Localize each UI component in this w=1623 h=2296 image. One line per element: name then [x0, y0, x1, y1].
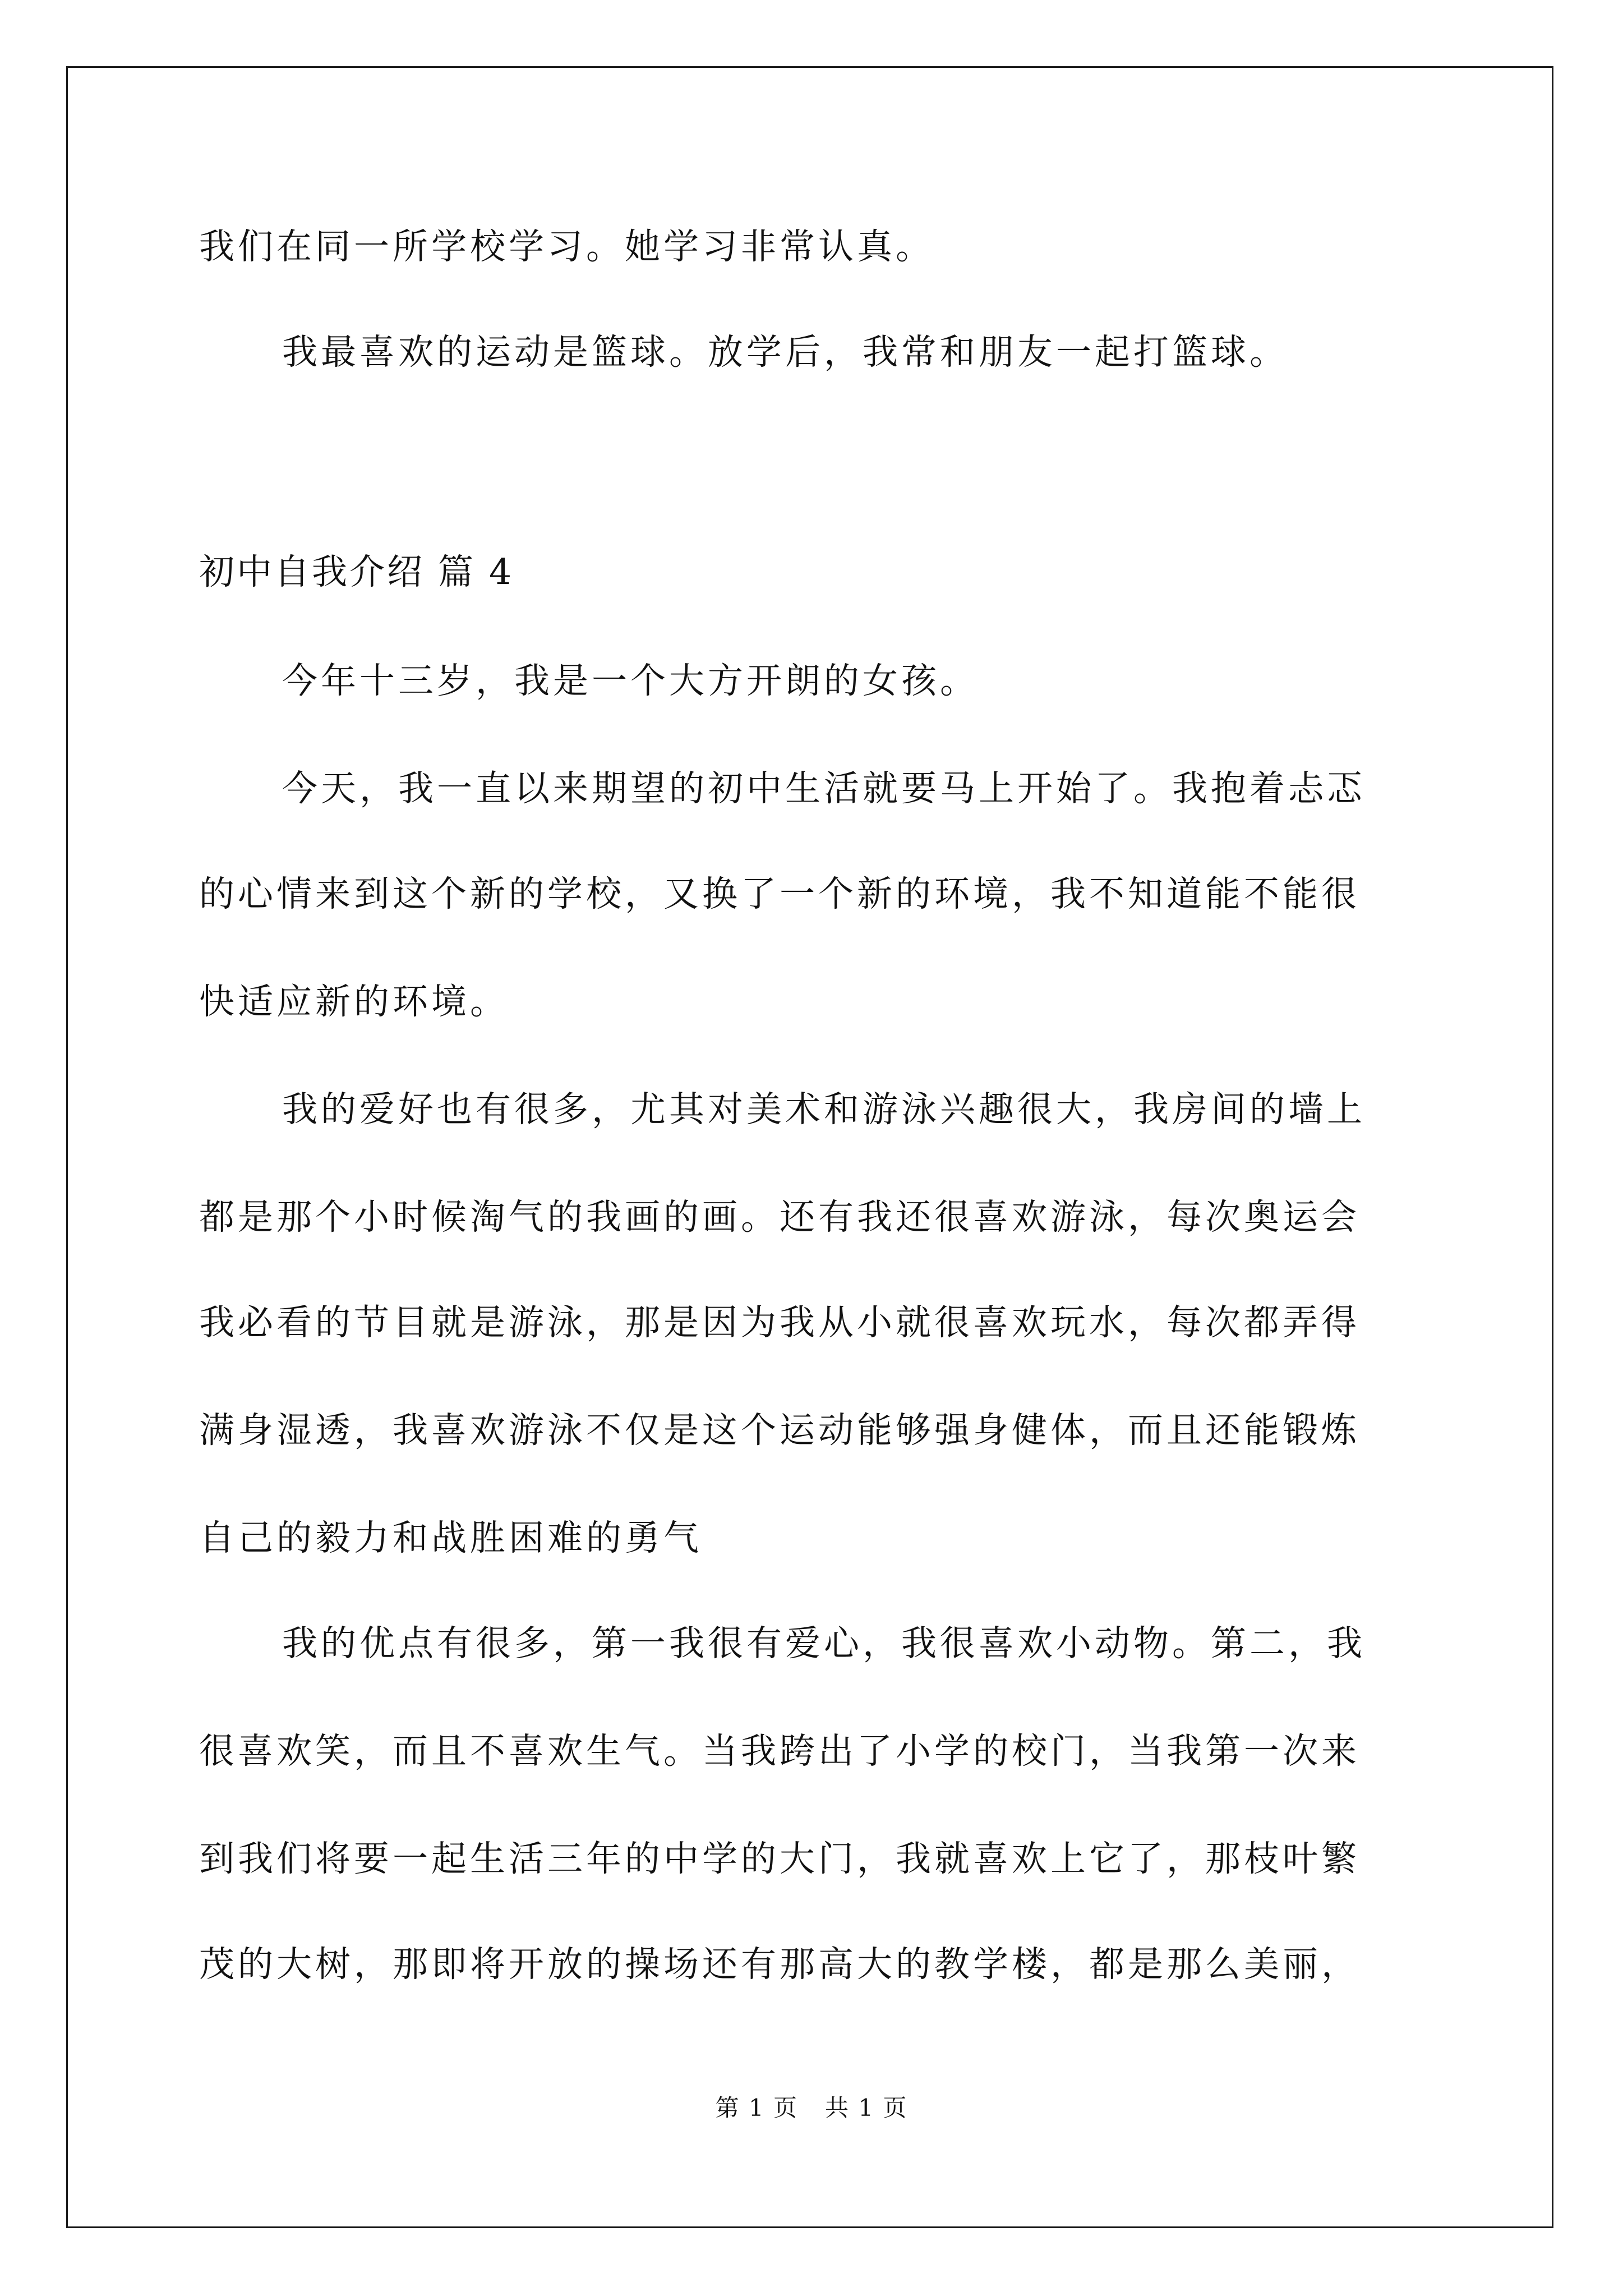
paragraph-line: 都是那个小时候淘气的我画的画。还有我还很喜欢游泳，每次奥运会: [199, 1197, 1360, 1237]
page-total: 共 1 页: [825, 2094, 908, 2122]
paragraph-line: 茂的大树，那即将开放的操场还有那高大的教学楼，都是那么美丽，: [199, 1944, 1360, 1985]
page-footer: [0, 2092, 1623, 2124]
paragraph-line: 我的爱好也有很多，尤其对美术和游泳兴趣很大，我房间的墙上: [282, 1089, 1366, 1130]
paragraph-line: 我必看的节目就是游泳，那是因为我从小就很喜欢玩水，每次都弄得: [199, 1302, 1360, 1343]
paragraph-line: 我们在同一所学校学习。她学习非常认真。: [199, 226, 934, 267]
page-number: 第 1 页: [715, 2094, 798, 2122]
paragraph-line: 很喜欢笑，而且不喜欢生气。当我跨出了小学的校门，当我第一次来: [199, 1731, 1360, 1772]
paragraph-line: 快适应新的环境。: [199, 981, 509, 1022]
paragraph-line: 我的优点有很多，第一我很有爱心，我很喜欢小动物。第二，我: [282, 1623, 1366, 1664]
paragraph-line: 今年十三岁，我是一个大方开朗的女孩。: [282, 660, 979, 701]
paragraph-line: 自己的毅力和战胜困难的勇气: [199, 1517, 702, 1558]
paragraph-line: 满身湿透，我喜欢游泳不仅是这个运动能够强身健体，而且还能锻炼: [199, 1410, 1360, 1451]
section-heading: 初中自我介绍 篇 4: [199, 551, 514, 592]
paragraph-line: 的心情来到这个新的学校，又换了一个新的环境，我不知道能不能很: [199, 873, 1360, 914]
paragraph-line: 我最喜欢的运动是篮球。放学后，我常和朋友一起打篮球。: [282, 332, 1288, 372]
page-border: [66, 66, 1553, 2228]
paragraph-line: 到我们将要一起生活三年的中学的大门，我就喜欢上它了，那枝叶繁: [199, 1838, 1360, 1879]
paragraph-line: 今天，我一直以来期望的初中生活就要马上开始了。我抱着忐忑: [282, 768, 1366, 809]
